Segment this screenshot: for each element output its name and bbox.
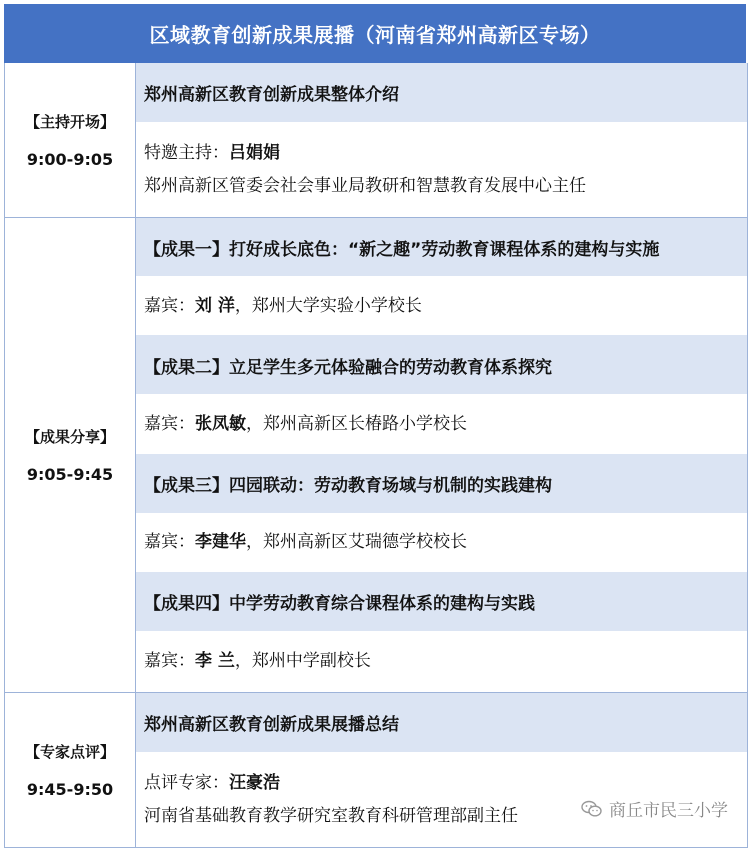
time-cell [5, 693, 136, 847]
guest-name: 刘 洋 [195, 295, 235, 316]
time-range: 9:05-9:45 [26, 465, 114, 484]
time-cell [5, 63, 136, 217]
expert-name: 汪豪浩 [229, 772, 280, 793]
page-title: 区域教育创新成果展播（河南省郑州高新区专场） [4, 4, 746, 63]
guest-prefix: 嘉宾： [144, 295, 195, 316]
item-heading: 【成果一】打好成长底色：“新之趣”劳动教育课程体系的建构与实施 [136, 218, 747, 277]
time-range: 9:45-9:50 [26, 780, 114, 799]
guest-name: 李建华 [195, 532, 246, 553]
section-tag: 【主持开场】 [24, 113, 115, 131]
section-tag: 【专家点评】 [24, 743, 115, 761]
guest-info [136, 277, 747, 336]
schedule-table [4, 63, 748, 848]
section-opening [5, 63, 747, 218]
content-cell [136, 693, 747, 847]
guest-line [144, 645, 747, 678]
host-title: 郑州高新区管委会社会事业局教研和智慧教育发展中心主任 [144, 175, 586, 196]
expert-prefix: 点评专家： [144, 772, 229, 793]
host-name: 吕娟娟 [229, 142, 280, 163]
guest-name: 张凤敏 [195, 413, 246, 434]
host-info [136, 123, 747, 217]
guest-info [136, 632, 747, 692]
host-prefix: 特邀主持： [144, 142, 229, 163]
section-sharing [5, 218, 747, 693]
item-heading: 【成果四】中学劳动教育综合课程体系的建构与实践 [136, 573, 747, 632]
item-heading: 【成果三】四园联动：劳动教育场域与机制的实践建构 [136, 455, 747, 514]
expert-line [144, 767, 747, 800]
guest-line [144, 408, 747, 441]
guest-title: ，郑州高新区艾瑞德学校校长 [246, 532, 467, 553]
item-heading: 郑州高新区教育创新成果整体介绍 [136, 63, 747, 123]
guest-name: 李 兰 [195, 651, 235, 672]
guest-line [144, 290, 747, 323]
watermark-text: 商丘市民三小学 [609, 801, 728, 821]
expert-title: 河南省基础教育教学研究室教育科研管理部副主任 [144, 805, 518, 826]
guest-info [136, 395, 747, 454]
watermark [581, 796, 728, 821]
guest-prefix: 嘉宾： [144, 532, 195, 553]
time-range: 9:00-9:05 [26, 150, 114, 169]
guest-title: ，郑州高新区长椿路小学校长 [246, 413, 467, 434]
guest-title: ，郑州中学副校长 [234, 651, 371, 672]
guest-title: ，郑州大学实验小学校长 [234, 295, 422, 316]
guest-line [144, 526, 747, 559]
content-cell [136, 218, 747, 692]
wechat-icon [581, 800, 603, 818]
item-heading: 【成果二】立足学生多元体验融合的劳动教育体系探究 [136, 336, 747, 395]
content-cell [136, 63, 747, 217]
host-line [144, 137, 747, 170]
item-heading: 郑州高新区教育创新成果展播总结 [136, 693, 747, 753]
time-cell [5, 218, 136, 692]
section-tag: 【成果分享】 [24, 428, 115, 446]
guest-info [136, 514, 747, 573]
section-review [5, 693, 747, 848]
guest-prefix: 嘉宾： [144, 413, 195, 434]
guest-prefix: 嘉宾： [144, 651, 195, 672]
